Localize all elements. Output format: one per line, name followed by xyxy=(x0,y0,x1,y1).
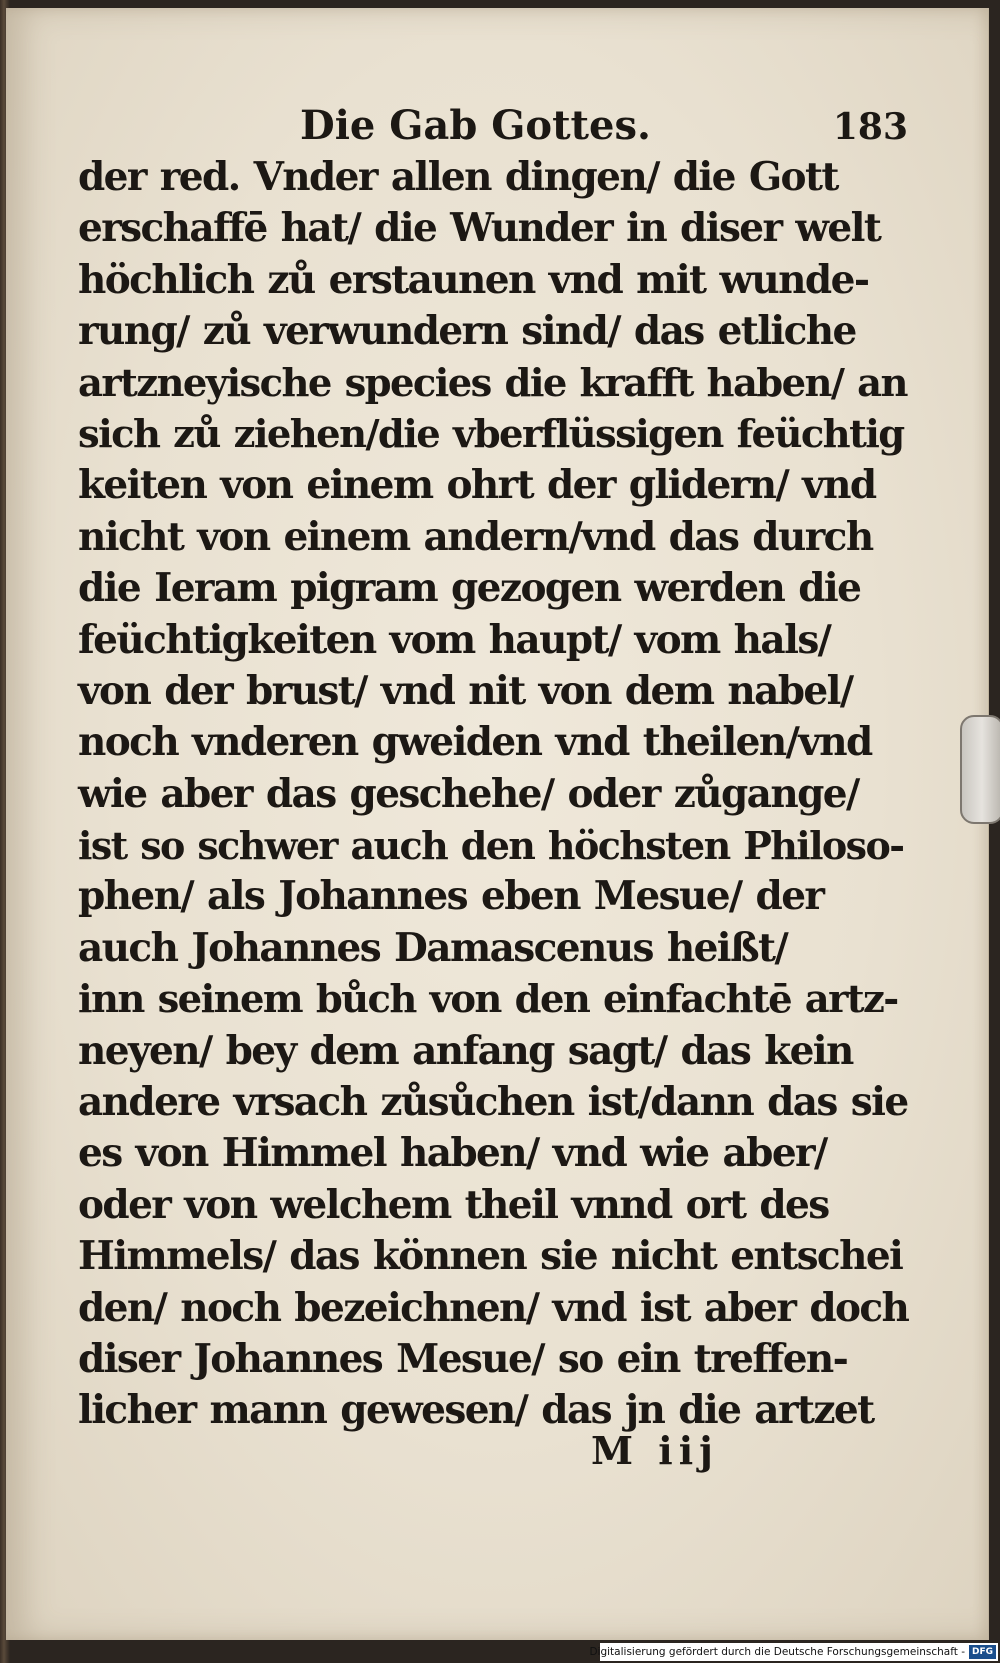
page-header xyxy=(78,96,908,152)
text-line: feüchtigkeiten vom haupt/ vom hals/ xyxy=(78,616,831,663)
text-line: auch Johannes Damascenus heißt/ xyxy=(78,924,788,971)
text-line: sich zů ziehen/die vberflüssigen feüchtig xyxy=(78,411,904,457)
text-line: die Ieram pigram gezogen werden die xyxy=(78,565,861,612)
text-line: diser Johannes Mesue/ so ein treffen- xyxy=(78,1335,848,1382)
text-line: artzneyische species die krafft haben/ an xyxy=(78,360,907,406)
text-line: neyen/ bey dem anfang sagt/ das kein xyxy=(78,1027,853,1074)
text-line: noch vnderen gweiden vnd theilen/vnd xyxy=(78,719,872,766)
text-line: andere vrsach zůsůchen ist/dann das sie xyxy=(78,1079,908,1126)
text-line: ist so schwer auch den höchsten Philoso- xyxy=(78,823,904,869)
text-line: Himmels/ das können sie nicht entschei xyxy=(78,1233,903,1280)
text-line: licher mann gewesen/ das jn die artzet xyxy=(78,1387,874,1434)
text-line: keiten von einem ohrt der glidern/ vnd xyxy=(78,462,876,509)
text-line: wie aber das geschehe/ oder zůgange/ xyxy=(78,770,859,817)
text-line: phen/ als Johannes eben Mesue/ der xyxy=(78,873,824,920)
page-tab-marker xyxy=(960,715,1000,824)
text-line: oder von welchem theil vnnd ort des xyxy=(78,1181,829,1228)
text-line: den/ noch bezeichnen/ vnd ist aber doch xyxy=(78,1284,909,1331)
text-line: inn seinem bůch von den einfachtē artz- xyxy=(78,977,898,1023)
dfg-logo-icon: DFG xyxy=(969,1645,996,1659)
book-page xyxy=(6,8,989,1640)
text-line: höchlich zů erstaunen vnd mit wunde- xyxy=(78,256,869,303)
running-title: Die Gab Gottes. xyxy=(300,102,651,149)
text-line: nicht von einem andern/vnd das durch xyxy=(78,513,873,560)
text-block xyxy=(78,96,908,1437)
body-text xyxy=(78,152,908,1437)
text-line: der red. Vnder allen dingen/ die Gott xyxy=(78,154,838,200)
page-number: 183 xyxy=(832,106,908,148)
signature-mark: M iij xyxy=(591,1428,719,1473)
footer-credit: Digitalisierung gefördert durch die Deutsche Forschungsgemeinschaft - xyxy=(589,1646,965,1658)
text-line: es von Himmel haben/ vnd wie aber/ xyxy=(78,1130,827,1177)
text-line: rung/ zů verwundern sind/ das etliche xyxy=(78,308,856,355)
text-line: erschaffē hat/ die Wunder in diser welt xyxy=(78,205,881,252)
text-line: von der brust/ vnd nit von dem nabel/ xyxy=(78,667,853,714)
dfg-footer xyxy=(589,1643,998,1661)
